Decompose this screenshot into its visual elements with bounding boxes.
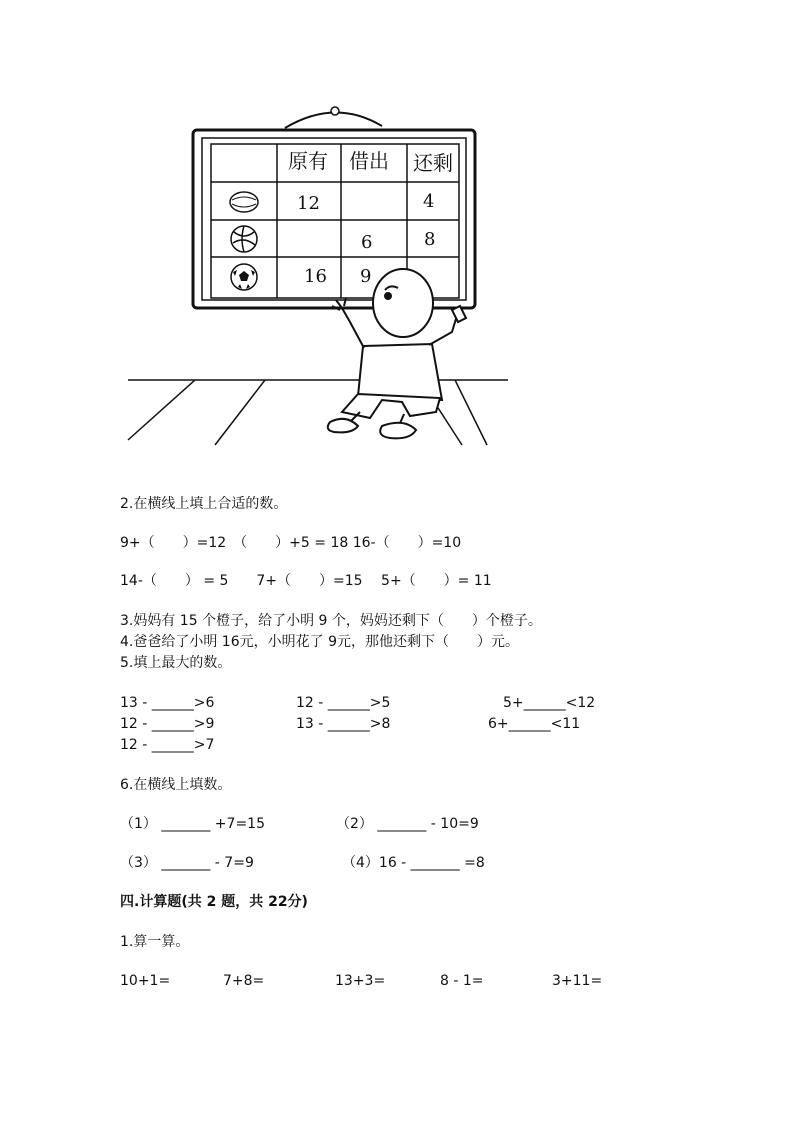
q2-line2: 14-（ ） = 5 7+（ ）=15 5+（ ）= 11	[120, 573, 492, 589]
q5-item-5: 13 - ______>8	[296, 716, 391, 732]
row2-remaining: 8	[424, 229, 436, 250]
q6-item-3: （3） _______ - 7=9	[120, 855, 254, 871]
q5-item-3: 5+______<12	[503, 695, 596, 711]
q5-item-4: 12 - ______>9	[120, 716, 215, 732]
rugby-ball-icon	[230, 192, 258, 212]
q6-item-4: （4）16 - _______ =8	[342, 855, 485, 871]
q6-item-2: （2） _______ - 10=9	[336, 816, 479, 832]
calc-item-5: 3+11=	[552, 973, 603, 989]
row3-original: 16	[304, 266, 327, 287]
q6-title: 6.在横线上填数。	[120, 777, 232, 793]
q4-text: 4.爸爸给了小明 16元，小明花了 9元，那他还剩下（ ）元。	[120, 634, 519, 650]
row1-original: 12	[297, 193, 320, 214]
chalkboard-illustration	[120, 100, 520, 450]
volleyball-icon	[231, 226, 257, 252]
q5-item-2: 12 - ______>5	[296, 695, 391, 711]
q5-title: 5.填上最大的数。	[120, 655, 232, 671]
header-lent: 借出	[349, 149, 389, 173]
row3-lent: 9	[360, 266, 372, 287]
calc-item-1: 10+1=	[120, 973, 171, 989]
q5-item-7: 12 - ______>7	[120, 737, 215, 753]
q5-item-1: 13 - ______>6	[120, 695, 215, 711]
calc-item-2: 7+8=	[223, 973, 265, 989]
q2-line1: 9+（ ）=12 （ ）+5 = 18 16-（ ）=10	[120, 535, 462, 551]
header-remaining: 还剩	[413, 151, 453, 175]
q6-item-1: （1） _______ +7=15	[120, 816, 265, 832]
section4-q1-title: 1.算一算。	[120, 934, 190, 950]
calc-item-4: 8 - 1=	[440, 973, 484, 989]
floor-lines	[128, 380, 508, 445]
row1-remaining: 4	[423, 191, 435, 212]
row2-lent: 6	[361, 232, 373, 253]
soccer-ball-icon	[231, 264, 257, 290]
q5-item-6: 6+______<11	[488, 716, 581, 732]
header-original: 原有	[288, 149, 328, 173]
section4-title: 四.计算题(共 2 题，共 22分)	[120, 894, 308, 910]
q2-title: 2.在横线上填上合适的数。	[120, 496, 288, 512]
calc-item-3: 13+3=	[335, 973, 386, 989]
q3-text: 3.妈妈有 15 个橙子，给了小明 9 个，妈妈还剩下（ ）个橙子。	[120, 613, 542, 629]
